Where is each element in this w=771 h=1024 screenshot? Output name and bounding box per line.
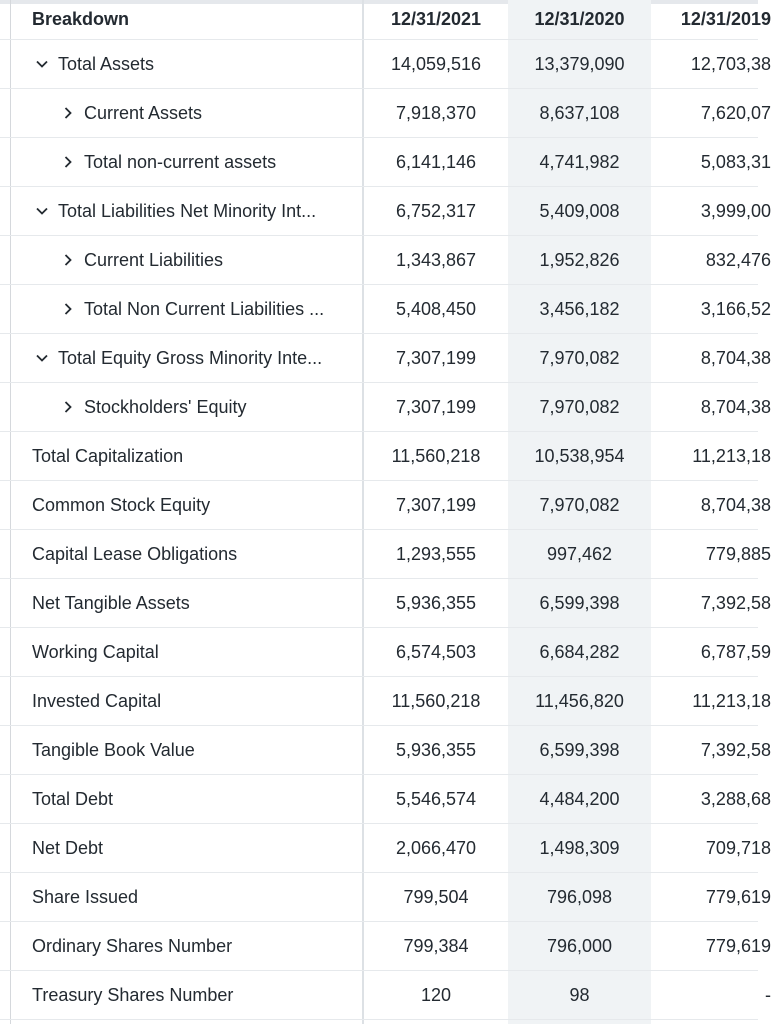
value-cell: 3,166,52 xyxy=(700,298,771,319)
value-cell: 799,504 xyxy=(403,886,469,907)
table-row xyxy=(0,775,771,824)
table-row[interactable] xyxy=(0,236,771,285)
row-label-text: Ordinary Shares Number xyxy=(32,935,233,956)
value-cell: 1,498,309 xyxy=(539,837,620,858)
row-label-text: Total Liabilities Net Minority Int... xyxy=(58,200,317,221)
table-row xyxy=(0,579,771,628)
row-label-text: Net Tangible Assets xyxy=(32,592,190,613)
value-cell: 3,999,00 xyxy=(700,200,771,221)
value-cell: 779,885 xyxy=(705,543,771,564)
table-row[interactable] xyxy=(0,334,771,383)
value-cell: 13,379,090 xyxy=(534,53,625,74)
row-label-text: Total Debt xyxy=(32,788,114,809)
value-cell: 6,141,146 xyxy=(395,151,477,172)
row-label-text: Invested Capital xyxy=(32,690,162,711)
table-row[interactable] xyxy=(0,187,771,236)
value-cell: 11,213,18 xyxy=(692,690,771,711)
table-row[interactable] xyxy=(0,89,771,138)
table-row xyxy=(0,971,771,1020)
table-row xyxy=(0,677,771,726)
table-row xyxy=(0,922,771,971)
row-label[interactable] xyxy=(60,383,247,431)
row-label[interactable] xyxy=(60,89,202,137)
value-cell: 7,392,58 xyxy=(700,739,771,760)
value-cell: 5,546,574 xyxy=(395,788,477,809)
row-label-text: Total Non Current Liabilities ... xyxy=(84,298,325,319)
table-row[interactable] xyxy=(0,285,771,334)
value-cell: 11,456,820 xyxy=(535,690,624,711)
value-cell: 796,000 xyxy=(546,935,613,956)
value-cell: 8,704,38 xyxy=(700,494,771,515)
chevron-right-icon[interactable] xyxy=(60,154,76,170)
table-row xyxy=(0,726,771,775)
row-label-text: Share Issued xyxy=(32,886,139,907)
value-cell: 779,619 xyxy=(705,935,771,956)
table-row xyxy=(0,628,771,677)
value-cell: 6,599,398 xyxy=(539,592,620,613)
row-label xyxy=(32,432,183,480)
table-row xyxy=(0,873,771,922)
row-label xyxy=(32,971,233,1019)
table-body xyxy=(0,40,771,1020)
chevron-right-icon[interactable] xyxy=(60,301,76,317)
row-label[interactable] xyxy=(34,40,154,88)
value-cell: 7,620,07 xyxy=(700,102,771,123)
value-cell: - xyxy=(765,984,771,1005)
value-cell: 8,704,38 xyxy=(700,347,771,368)
value-cell: 796,098 xyxy=(546,886,613,907)
row-label-text: Current Liabilities xyxy=(84,249,224,270)
row-label xyxy=(32,922,232,970)
value-cell: 7,392,58 xyxy=(700,592,771,613)
row-label[interactable] xyxy=(60,285,324,333)
row-label-text: Tangible Book Value xyxy=(32,739,195,760)
row-label xyxy=(32,628,159,676)
row-label xyxy=(32,824,103,872)
value-cell: 1,952,826 xyxy=(539,249,620,270)
value-cell: 1,343,867 xyxy=(395,249,477,270)
value-cell: 7,307,199 xyxy=(395,494,477,515)
row-label[interactable] xyxy=(60,138,276,186)
row-label[interactable] xyxy=(34,187,316,235)
value-cell: 997,462 xyxy=(546,543,613,564)
row-label-text: Stockholders' Equity xyxy=(84,396,247,417)
value-cell: 709,718 xyxy=(705,837,771,858)
value-cell: 2,066,470 xyxy=(395,837,477,858)
value-cell: 4,741,982 xyxy=(539,151,620,172)
chevron-right-icon[interactable] xyxy=(60,252,76,268)
row-label xyxy=(32,775,113,823)
row-label xyxy=(32,481,210,529)
value-cell: 98 xyxy=(569,984,590,1005)
value-cell: 7,307,199 xyxy=(395,347,477,368)
table-row xyxy=(0,432,771,481)
date-header-2019: 12/31/2019 xyxy=(680,9,771,29)
table-row[interactable] xyxy=(0,138,771,187)
chevron-down-icon[interactable] xyxy=(34,56,50,72)
row-label-text: Treasury Shares Number xyxy=(32,984,234,1005)
value-cell: 6,684,282 xyxy=(539,641,620,662)
value-cell: 8,704,38 xyxy=(700,396,771,417)
value-cell: 3,288,68 xyxy=(700,788,771,809)
chevron-down-icon[interactable] xyxy=(34,350,50,366)
table-row[interactable] xyxy=(0,383,771,432)
value-cell: 4,484,200 xyxy=(539,788,620,809)
value-cell: 1,293,555 xyxy=(395,543,477,564)
row-label-text: Net Debt xyxy=(32,837,104,858)
row-label-text: Total Capitalization xyxy=(32,445,184,466)
value-cell: 5,936,355 xyxy=(395,739,477,760)
value-cell: 7,918,370 xyxy=(395,102,477,123)
row-label xyxy=(32,726,195,774)
value-cell: 6,574,503 xyxy=(395,641,477,662)
chevron-right-icon[interactable] xyxy=(60,399,76,415)
chevron-right-icon[interactable] xyxy=(60,105,76,121)
value-cell: 5,936,355 xyxy=(395,592,477,613)
row-label-text: Total Assets xyxy=(58,53,155,74)
value-cell: 5,408,450 xyxy=(395,298,477,319)
value-cell: 6,752,317 xyxy=(395,200,477,221)
table-row[interactable] xyxy=(0,40,771,89)
row-label xyxy=(32,677,161,725)
row-label-text: Current Assets xyxy=(84,102,203,123)
row-label-text: Working Capital xyxy=(32,641,159,662)
row-label xyxy=(32,873,138,921)
value-cell: 779,619 xyxy=(705,886,771,907)
value-cell: 6,787,59 xyxy=(700,641,771,662)
value-cell: 7,307,199 xyxy=(395,396,477,417)
breakdown-header: Breakdown xyxy=(32,9,130,29)
value-cell: 8,637,108 xyxy=(539,102,620,123)
value-cell: 832,476 xyxy=(705,249,771,270)
row-label-text: Total Equity Gross Minority Inte... xyxy=(58,347,323,368)
value-cell: 799,384 xyxy=(403,935,469,956)
value-cell: 14,059,516 xyxy=(390,53,482,74)
value-cell: 10,538,954 xyxy=(534,445,625,466)
value-cell: 6,599,398 xyxy=(539,739,620,760)
row-label[interactable] xyxy=(60,236,223,284)
value-cell: 120 xyxy=(420,984,452,1005)
value-cell: 7,970,082 xyxy=(539,494,620,515)
value-cell: 3,456,182 xyxy=(539,298,620,319)
date-header-2020: 12/31/2020 xyxy=(534,9,625,29)
chevron-down-icon[interactable] xyxy=(34,203,50,219)
row-label-text: Capital Lease Obligations xyxy=(32,543,238,564)
value-cell: 12,703,38 xyxy=(690,53,771,74)
value-cell: 11,560,218 xyxy=(391,445,481,466)
row-label xyxy=(32,530,237,578)
value-cell: 7,970,082 xyxy=(539,396,620,417)
row-label-text: Total non-current assets xyxy=(84,151,277,172)
value-cell: 11,560,218 xyxy=(391,690,481,711)
row-label[interactable] xyxy=(34,334,322,382)
table-row xyxy=(0,824,771,873)
row-label xyxy=(32,579,190,627)
value-cell: 7,970,082 xyxy=(539,347,620,368)
value-cell: 5,083,31 xyxy=(700,151,771,172)
table-row xyxy=(0,481,771,530)
table-row xyxy=(0,530,771,579)
value-cell: 5,409,008 xyxy=(539,200,620,221)
row-label-text: Common Stock Equity xyxy=(32,494,211,515)
date-header-2021: 12/31/2021 xyxy=(390,9,482,29)
table-header-row xyxy=(0,0,771,40)
value-cell: 11,213,18 xyxy=(692,445,771,466)
